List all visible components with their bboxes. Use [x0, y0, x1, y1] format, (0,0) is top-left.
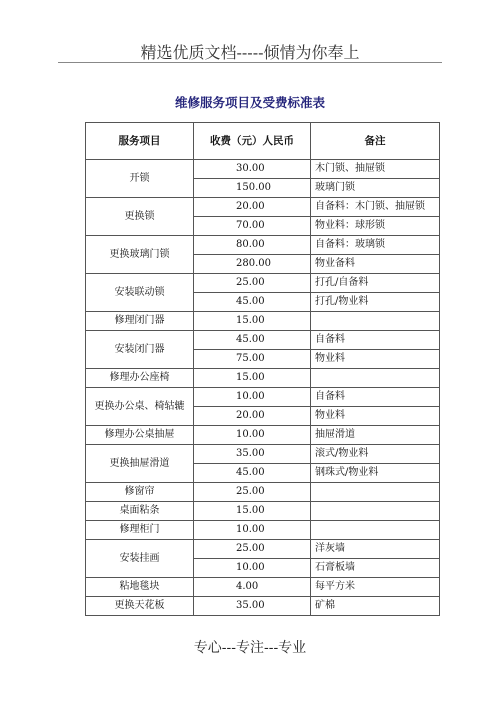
fee-cell: 35.00	[194, 597, 311, 616]
service-cell: 更换办公桌、椅轱辘	[86, 388, 194, 426]
note-cell: 打孔/物业料	[311, 293, 440, 312]
fee-cell: 20.00	[194, 407, 311, 426]
service-cell: 修理闭门器	[86, 312, 194, 331]
fee-cell: 25.00	[194, 483, 311, 502]
column-header-service: 服务项目	[86, 123, 194, 160]
fee-cell: 10.00	[194, 388, 311, 407]
service-cell: 修理办公桌抽屉	[86, 426, 194, 445]
table-row	[86, 483, 440, 502]
fee-cell: 15.00	[194, 312, 311, 331]
service-cell: 更换天花板	[86, 597, 194, 616]
table-row	[86, 445, 440, 464]
table-row	[86, 369, 440, 388]
table-row	[86, 274, 440, 293]
table-row	[86, 198, 440, 217]
fee-cell: 10.00	[194, 426, 311, 445]
note-cell	[311, 369, 440, 388]
note-cell: 抽屉滑道	[311, 426, 440, 445]
note-cell: 自备料	[311, 388, 440, 407]
table-body	[86, 160, 440, 616]
table-row	[86, 331, 440, 350]
note-cell: 打孔/自备料	[311, 274, 440, 293]
note-cell: 石膏板墙	[311, 559, 440, 578]
fee-cell: 75.00	[194, 350, 311, 369]
service-cell: 修理办公座椅	[86, 369, 194, 388]
note-cell	[311, 521, 440, 540]
fee-table	[85, 122, 440, 616]
note-cell: 物业料	[311, 350, 440, 369]
table-row	[86, 160, 440, 179]
note-cell: 物业料：球形锁	[311, 217, 440, 236]
table-row	[86, 502, 440, 521]
note-cell: 玻璃门锁	[311, 179, 440, 198]
note-cell: 滚式/物业料	[311, 445, 440, 464]
document-title: 维修服务项目及受费标准表	[174, 95, 325, 110]
note-cell: 自备料	[311, 331, 440, 350]
fee-cell: 150.00	[194, 179, 311, 198]
note-cell	[311, 312, 440, 331]
note-cell: 木门锁、抽屉锁	[311, 160, 440, 179]
table-row	[86, 540, 440, 559]
fee-cell: 45.00	[194, 331, 311, 350]
table-row	[86, 597, 440, 616]
fee-cell: 45.00	[194, 464, 311, 483]
note-cell: 钢珠式/物业料	[311, 464, 440, 483]
service-cell: 修理柜门	[86, 521, 194, 540]
fee-cell: 45.00	[194, 293, 311, 312]
fee-cell: 15.00	[194, 502, 311, 521]
table-row	[86, 388, 440, 407]
column-header-fee: 收费（元）人民币	[194, 123, 311, 160]
header-divider	[58, 62, 442, 63]
fee-cell: 30.00	[194, 160, 311, 179]
page-footer: 专心---专注---专业	[193, 640, 307, 656]
fee-cell: 4.00	[194, 578, 311, 597]
column-header-note: 备注	[311, 123, 440, 160]
note-cell: 矿棉	[311, 597, 440, 616]
service-cell: 修窗帘	[86, 483, 194, 502]
note-cell: 自备料：玻璃锁	[311, 236, 440, 255]
fee-cell: 10.00	[194, 521, 311, 540]
fee-cell: 10.00	[194, 559, 311, 578]
fee-cell: 70.00	[194, 217, 311, 236]
service-cell: 更换锁	[86, 198, 194, 236]
fee-cell: 25.00	[194, 540, 311, 559]
service-cell: 安装联动锁	[86, 274, 194, 312]
note-cell: 每平方米	[311, 578, 440, 597]
service-cell: 更换抽屉滑道	[86, 445, 194, 483]
service-cell: 更换玻璃门锁	[86, 236, 194, 274]
fee-cell: 280.00	[194, 255, 311, 274]
table-row	[86, 578, 440, 597]
fee-cell: 15.00	[194, 369, 311, 388]
page-header: 精选优质文档-----倾情为你奉上	[140, 43, 360, 62]
service-cell: 粘地毯块	[86, 578, 194, 597]
fee-cell: 20.00	[194, 198, 311, 217]
note-cell: 物业备料	[311, 255, 440, 274]
table-row	[86, 426, 440, 445]
table-row	[86, 312, 440, 331]
service-cell: 安装闭门器	[86, 331, 194, 369]
service-cell: 安装挂画	[86, 540, 194, 578]
table-header-row	[86, 123, 440, 160]
service-cell: 桌面粘条	[86, 502, 194, 521]
table-row	[86, 521, 440, 540]
note-cell	[311, 483, 440, 502]
fee-cell: 25.00	[194, 274, 311, 293]
note-cell: 洋灰墙	[311, 540, 440, 559]
fee-cell: 80.00	[194, 236, 311, 255]
table-row	[86, 236, 440, 255]
note-cell: 自备料：木门锁、抽屉锁	[311, 198, 440, 217]
note-cell	[311, 502, 440, 521]
note-cell: 物业料	[311, 407, 440, 426]
fee-cell: 35.00	[194, 445, 311, 464]
service-cell: 开锁	[86, 160, 194, 198]
